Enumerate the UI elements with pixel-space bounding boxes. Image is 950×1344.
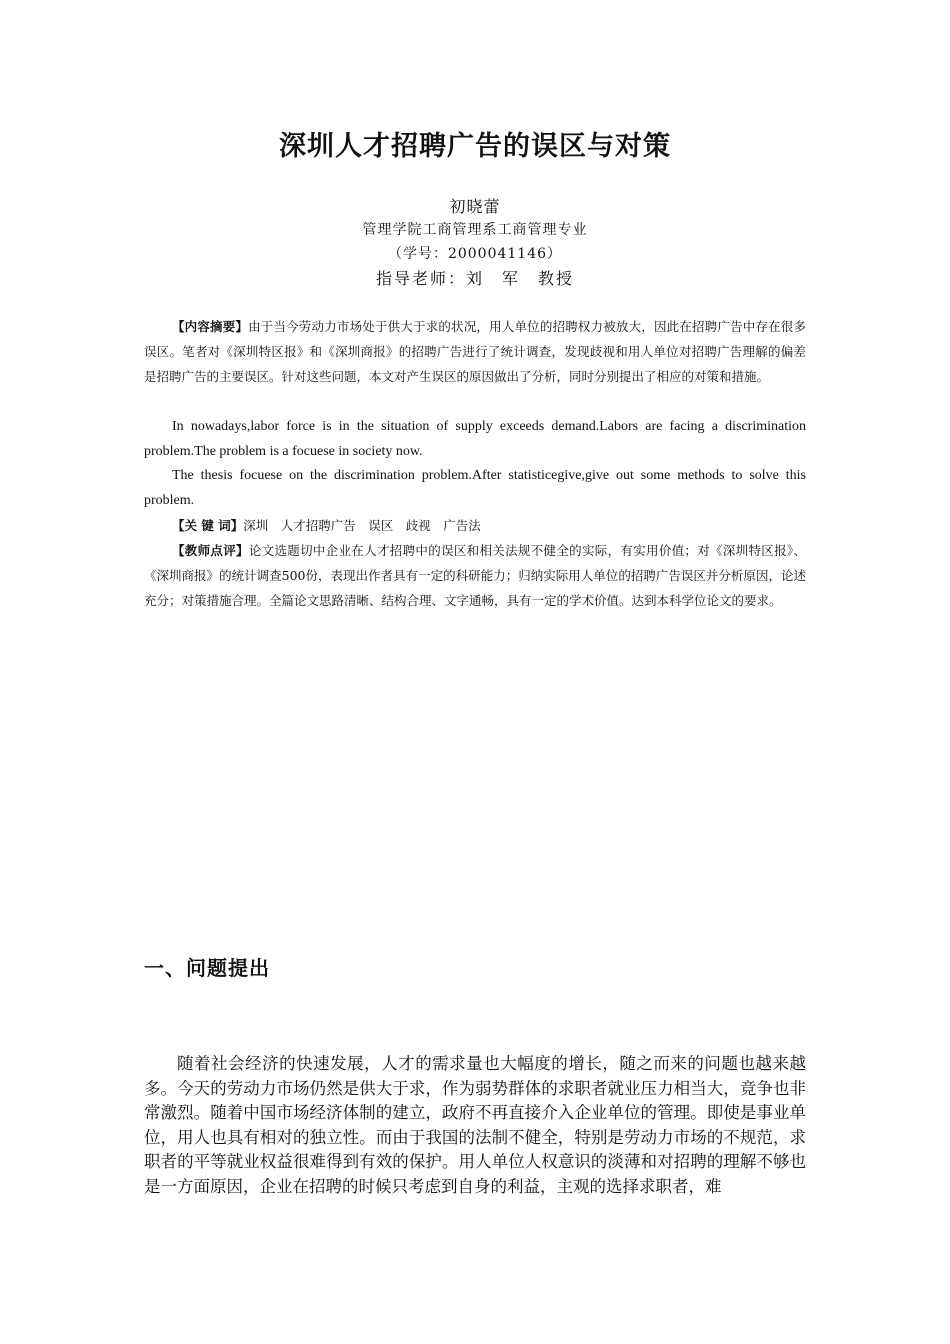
abstract-text: 由于当今劳动力市场处于供大于求的状况，用人单位的招聘权力被放大，因此在招聘广告中存在很多误区。笔者对《深圳特区报》和《深圳商报》的招聘广告进行了统计调查，发现歧视和用人单位对招聘广告理解的偏差是招聘广告的主要误区。针对这些问题，本文对产生误区的原因做出了分析，同时分别提出了相应的对策和措施。 [144,319,806,384]
advisor-line: 指导老师：刘 军 教授 [375,269,574,288]
english-abstract-paragraph-2: The thesis focuese on the discrimination problem.After statisticegive,give out some methods to solve this problem. [144,468,806,508]
abstract-paragraph [144,314,806,389]
author-affiliation: 管理学院工商管理系工商管理专业 [362,222,588,238]
author-name: 初晓蕾 [449,197,501,216]
english-abstract-paragraph-1: In nowadays,labor force is in the situation of supply exceeds demand.Labors are facing a discrimination problem.The problem is a focuese in society now. [144,419,806,459]
abstract-tag: 【内容摘要】 [172,319,249,334]
teacher-comment-tag: 【教师点评】 [172,543,249,558]
keywords-line [144,513,806,538]
keywords-tag: 【关 键 词】 [172,518,244,533]
paper-title: 深圳人才招聘广告的误区与对策 [279,131,671,162]
body-paragraph: 随着社会经济的快速发展，人才的需求量也大幅度的增长，随之而来的问题也越来越多。今天的劳动力市场仍然是供大于求，作为弱势群体的求职者就业压力相当大，竞争也非常激烈。随着中国市场经济体制的建立，政府不再直接介入企业单位的管理。即使是事业单位，用人也具有相对的独立性。而由于我国的法制不健全，特别是劳动力市场的不规范，求职者的平等就业权益很难得到有效的保护。用人单位人权意识的淡薄和对招聘的理解不够也是一方面原因，企业在招聘的时候只考虑到自身的利益，主观的选择求职者，难 [144,1054,806,1196]
section-heading: 一、问题提出 [144,956,270,980]
teacher-comment-text: 论文选题切中企业在人才招聘中的误区和相关法规不健全的实际，有实用价值；对《深圳特区报》、《深圳商报》的统计调查500份，表现出作者具有一定的科研能力；归纳实际用人单位的招聘广告误区并分析原因，论述充分；对策措施合理。全篇论文思路清晰、结构合理、文字通畅，具有一定的学术价值。达到本科学位论文的要求。 [144,543,806,608]
keywords-text: 深圳 人才招聘广告 误区 歧视 广告法 [243,518,481,533]
student-id: （学号：2000041146） [387,246,563,262]
teacher-comment-paragraph [144,538,806,613]
